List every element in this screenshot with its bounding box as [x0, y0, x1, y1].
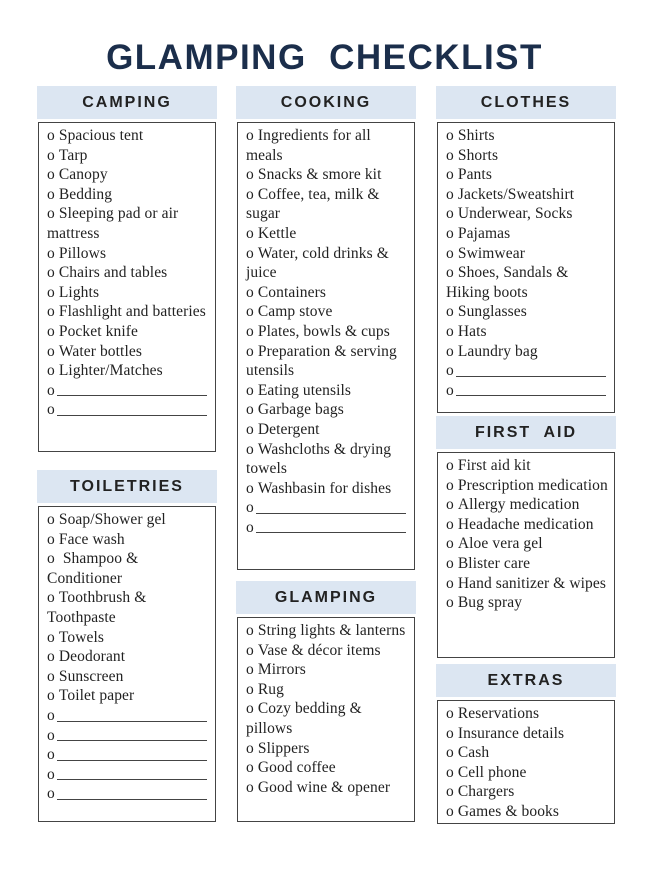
checkbox-circle[interactable]: o [47, 244, 55, 262]
checkbox-circle[interactable]: o [246, 342, 254, 360]
checkbox-circle[interactable]: o [446, 303, 454, 321]
checkbox-circle[interactable]: o [47, 589, 55, 607]
write-in-line[interactable] [57, 779, 207, 780]
checklist-item[interactable]: o Camp stove [246, 303, 333, 321]
checkbox-circle[interactable]: o [446, 496, 454, 514]
write-in-line[interactable] [256, 532, 406, 533]
checkbox-circle[interactable]: o [47, 628, 55, 646]
checklist-item[interactable]: o Bedding [47, 185, 113, 203]
section-cooking [236, 86, 416, 570]
checklist-item[interactable]: o Shampoo & Conditioner [47, 550, 139, 587]
blank-checklist-line[interactable] [246, 518, 410, 538]
section-clothes [436, 86, 616, 413]
checkbox-circle[interactable]: o [446, 724, 454, 742]
checkbox-circle[interactable]: o [446, 554, 454, 572]
section-extras [436, 664, 616, 824]
checkbox-circle[interactable]: o [446, 744, 454, 762]
checkbox-circle[interactable]: o [47, 746, 55, 764]
checkbox-circle[interactable]: o [47, 166, 55, 184]
checkbox-circle[interactable]: o [446, 185, 454, 203]
checklist-box-first-aid [437, 452, 615, 658]
checklist-item[interactable]: o Water bottles [47, 342, 142, 360]
checkbox-circle[interactable]: o [47, 362, 55, 380]
checklist-item[interactable]: o Pillows [47, 244, 107, 262]
blank-checklist-line[interactable] [47, 784, 211, 804]
checkbox-circle[interactable]: o [246, 641, 254, 659]
section-header-toiletries: TOILETRIES [37, 470, 217, 503]
checkbox-circle[interactable]: o [47, 283, 55, 301]
checkbox-circle[interactable]: o [246, 127, 254, 144]
checkbox-circle[interactable]: o [47, 264, 55, 282]
section-toiletries [37, 470, 217, 822]
checklist-item[interactable]: o Shirts [446, 127, 495, 144]
checkbox-circle[interactable]: o [47, 530, 55, 548]
checklist-item[interactable]: o Snacks & smore kit [246, 166, 382, 184]
section-camping [37, 86, 217, 452]
checklist-item[interactable]: o Pajamas [446, 224, 511, 242]
checklist-box-camping [38, 122, 216, 452]
checkbox-circle[interactable]: o [246, 401, 254, 419]
checkbox-circle[interactable]: o [47, 146, 55, 164]
checkbox-circle[interactable]: o [246, 244, 254, 262]
checklist-item[interactable]: o Garbage bags [246, 401, 344, 419]
checklist-item[interactable]: o Face wash [47, 530, 125, 548]
checklist-item[interactable]: o Shoes, Sandals & Hiking boots [446, 264, 569, 301]
checklist-item[interactable]: o Containers [246, 283, 327, 301]
checklist-item[interactable]: o Bug spray [446, 594, 523, 612]
checkbox-circle[interactable]: o [446, 457, 454, 474]
checklist-box-clothes [437, 122, 615, 413]
checkbox-circle[interactable]: o [446, 802, 454, 820]
checkbox-circle[interactable]: o [47, 205, 55, 223]
checkbox-circle[interactable]: o [246, 479, 254, 497]
write-in-line[interactable] [456, 376, 606, 377]
write-in-line[interactable] [456, 395, 606, 396]
checkbox-circle[interactable]: o [446, 127, 454, 144]
section-header-clothes: CLOTHES [436, 86, 616, 119]
checkbox-circle[interactable]: o [246, 303, 254, 321]
checkbox-circle[interactable]: o [446, 146, 454, 164]
checklist-item[interactable]: o Deodorant [47, 648, 126, 666]
checkbox-circle[interactable]: o [47, 342, 55, 360]
checkbox-circle[interactable]: o [446, 362, 454, 380]
checkbox-circle[interactable]: o [446, 783, 454, 801]
checkbox-circle[interactable]: o [47, 785, 55, 803]
checklist-item[interactable]: o Coffee, tea, milk & sugar [246, 185, 380, 223]
checklist-item[interactable]: o Slippers [246, 739, 310, 757]
checkbox-circle[interactable]: o [446, 205, 454, 223]
checklist-item[interactable]: o Prescription medication [446, 476, 608, 494]
write-in-line[interactable] [256, 513, 406, 514]
checklist-item[interactable]: o Swimwear [446, 244, 525, 262]
section-glamping [236, 581, 416, 822]
checklist-item[interactable]: o Eating utensils [246, 381, 352, 399]
checkbox-circle[interactable]: o [246, 499, 254, 517]
checklist-box-extras [437, 700, 615, 824]
checkbox-circle[interactable]: o [246, 440, 254, 458]
blank-checklist-line[interactable] [47, 706, 211, 726]
checklist-item[interactable]: o Kettle [246, 224, 297, 242]
checklist-item[interactable]: o Mirrors [246, 661, 306, 679]
section-header-camping: CAMPING [37, 86, 217, 119]
checklist-item[interactable]: o Toothbrush & Toothpaste [47, 589, 147, 626]
checkbox-circle[interactable]: o [446, 705, 454, 722]
checkbox-circle[interactable]: o [47, 401, 55, 419]
checkbox-circle[interactable]: o [47, 185, 55, 203]
write-in-line[interactable] [57, 740, 207, 741]
checklist-item[interactable]: o Pocket knife [47, 322, 138, 340]
blank-checklist-line[interactable] [47, 726, 211, 746]
checklist-item[interactable]: o Hand sanitizer & wipes [446, 574, 606, 592]
write-in-line[interactable] [57, 395, 207, 396]
checkbox-circle[interactable]: o [446, 763, 454, 781]
checklist-item[interactable]: o Cell phone [446, 763, 527, 781]
checklist-item[interactable]: o Underwear, Socks [446, 205, 573, 223]
checklist-item[interactable]: o Laundry bag [446, 342, 538, 360]
blank-checklist-line[interactable] [446, 381, 610, 401]
section-header-first-aid: FIRST AID [436, 416, 616, 449]
checkbox-circle[interactable]: o [47, 706, 55, 724]
checkbox-circle[interactable]: o [446, 342, 454, 360]
checklist-item[interactable]: o Games & books [446, 802, 560, 820]
checklist-item[interactable]: o Shorts [446, 146, 499, 164]
checkbox-circle[interactable]: o [47, 726, 55, 744]
write-in-line[interactable] [57, 799, 207, 800]
checklist-item[interactable]: o Detergent [246, 420, 320, 438]
checkbox-circle[interactable]: o [446, 515, 454, 533]
blank-checklist-line[interactable] [47, 400, 211, 420]
checkbox-circle[interactable]: o [246, 518, 254, 536]
checklist-item[interactable]: o Good coffee [246, 759, 336, 777]
checklist-item[interactable]: o Headache medication [446, 515, 594, 533]
checklist-item[interactable]: o Washbasin for dishes [246, 479, 392, 497]
checklist-item[interactable]: o Cozy bedding & pillows [246, 700, 362, 737]
checklist-item[interactable]: o Canopy [47, 166, 108, 184]
checklist-box-toiletries [38, 506, 216, 822]
checkbox-circle[interactable]: o [446, 535, 454, 553]
checkbox-circle[interactable]: o [446, 381, 454, 399]
checklist-box-glamping [237, 617, 415, 822]
checklist-item[interactable]: o Sleeping pad or air mattress [47, 205, 179, 242]
checkbox-circle[interactable]: o [47, 322, 55, 340]
checklist-item[interactable]: o Lights [47, 283, 100, 301]
checkbox-circle[interactable]: o [246, 661, 254, 679]
checkbox-circle[interactable]: o [246, 381, 254, 399]
checklist-item[interactable]: o Lighter/Matches [47, 362, 163, 380]
checklist-item[interactable]: o Sunscreen [47, 667, 124, 685]
write-in-line[interactable] [57, 721, 207, 722]
checkbox-circle[interactable]: o [446, 224, 454, 242]
checkbox-circle[interactable]: o [446, 166, 454, 184]
checkbox-circle[interactable]: o [47, 648, 55, 666]
checkbox-circle[interactable]: o [246, 759, 254, 777]
blank-checklist-line[interactable] [446, 361, 610, 381]
write-in-line[interactable] [57, 760, 207, 761]
checklist-item[interactable]: o Pants [446, 166, 492, 184]
checklist-item[interactable]: o Plates, bowls & cups [246, 322, 390, 340]
checkbox-circle[interactable]: o [47, 127, 55, 144]
checkbox-circle[interactable]: o [246, 680, 254, 698]
blank-checklist-line[interactable] [246, 498, 410, 518]
blank-checklist-line[interactable] [47, 765, 211, 785]
section-header-glamping: GLAMPING [236, 581, 416, 614]
checkbox-circle[interactable]: o [246, 224, 254, 242]
checkbox-circle[interactable]: o [47, 303, 55, 321]
checklist-item[interactable]: o String lights & lanterns [246, 622, 406, 639]
checklist-item[interactable]: o Washcloths & drying towels [246, 440, 392, 478]
checklist-item[interactable]: o Chairs and tables [47, 264, 168, 282]
checkbox-circle[interactable]: o [246, 778, 254, 796]
checkbox-circle[interactable]: o [446, 244, 454, 262]
checkbox-circle[interactable]: o [446, 594, 454, 612]
blank-checklist-line[interactable] [47, 381, 211, 401]
checklist-item[interactable]: o Blister care [446, 554, 531, 572]
checkbox-circle[interactable]: o [246, 700, 254, 718]
checkbox-circle[interactable]: o [246, 420, 254, 438]
checklist-item[interactable]: o Good wine & opener [246, 778, 391, 796]
checklist-item[interactable]: o Allergy medication [446, 496, 580, 514]
checkbox-circle[interactable]: o [246, 622, 254, 639]
checkbox-circle[interactable]: o [47, 667, 55, 685]
checkbox-circle[interactable]: o [446, 322, 454, 340]
checkbox-circle[interactable]: o [47, 511, 55, 528]
write-in-line[interactable] [57, 415, 207, 416]
checkbox-circle[interactable]: o [446, 574, 454, 592]
checklist-item[interactable]: o Preparation & serving utensils [246, 342, 397, 380]
checkbox-circle[interactable]: o [47, 687, 55, 705]
section-header-extras: EXTRAS [436, 664, 616, 697]
checkbox-circle[interactable]: o [446, 476, 454, 494]
checkbox-circle[interactable]: o [47, 381, 55, 399]
checkbox-circle[interactable]: o [47, 765, 55, 783]
checklist-item[interactable]: o Insurance details [446, 724, 565, 742]
checklist-item[interactable]: o Cash [446, 744, 490, 762]
checklist-item[interactable]: o Rug [246, 680, 284, 698]
checklist-item[interactable]: o Spacious tent [47, 127, 144, 144]
checklist-item[interactable]: o Sunglasses [446, 303, 527, 321]
checklist-item[interactable]: o Toilet paper [47, 687, 135, 705]
checkbox-circle[interactable]: o [246, 322, 254, 340]
checkbox-circle[interactable]: o [47, 550, 55, 568]
checkbox-circle[interactable]: o [246, 166, 254, 184]
checklist-item[interactable]: o Towels [47, 628, 105, 646]
checklist-item[interactable]: o Water, cold drinks & juice [246, 244, 389, 282]
checklist-item[interactable]: o Vase & décor items [246, 641, 381, 659]
checklist-item[interactable]: o Reservations [446, 705, 540, 722]
checkbox-circle[interactable]: o [246, 185, 254, 203]
checkbox-circle[interactable]: o [446, 264, 454, 282]
checklist-item[interactable]: o Ingredients for all meals [246, 127, 371, 164]
checklist-item[interactable]: o Chargers [446, 783, 515, 801]
page-title: GLAMPING CHECKLIST [106, 38, 543, 77]
checklist-item[interactable]: o Tarp [47, 146, 88, 164]
checklist-item[interactable]: o Jackets/Sweatshirt [446, 185, 575, 203]
checkbox-circle[interactable]: o [246, 283, 254, 301]
checklist-item[interactable]: o Hats [446, 322, 487, 340]
blank-checklist-line[interactable] [47, 745, 211, 765]
checklist-item[interactable]: o Aloe vera gel [446, 535, 543, 553]
checklist-item[interactable]: o First aid kit [446, 457, 531, 474]
checklist-item[interactable]: o Flashlight and batteries [47, 303, 206, 321]
checklist-item[interactable]: o Soap/Shower gel [47, 511, 166, 528]
checklist-box-cooking [237, 122, 415, 570]
section-first-aid [436, 416, 616, 658]
section-header-cooking: COOKING [236, 86, 416, 119]
checkbox-circle[interactable]: o [246, 739, 254, 757]
